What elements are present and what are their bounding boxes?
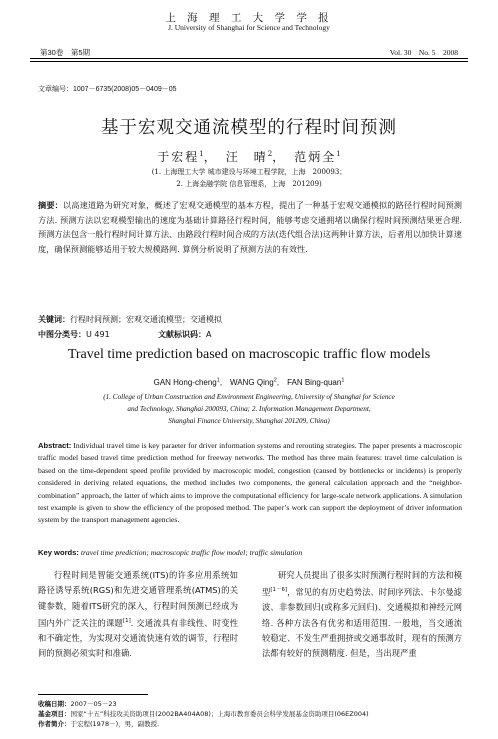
abstract-en-text: Individual travel time is key paraeter for driver information systems and rerouting strategies. The paper presents a macroscopic traffic model based travel time prediction method for freeway networks. The method has three main features: travel time calculation is based on the time-dependent speed profile provided by macroscopic model, congestion (caused by bottlenecks or incidents) is properly considered in deriving related equations, the method includes two components, the general calculation approach and the “neighbor-combination” approach, the latter of which aims to improve the computational efficiency for large-scale network applications. A simulation test example is given to show the efficiency of the proposed method. The paper’s work can support the deployment of driver information system by the transport management agencies.	[38, 441, 462, 525]
author-2-en-aff: 2	[273, 377, 277, 384]
citation-ref: [1]	[122, 617, 131, 624]
received-date: 2007－05－23	[70, 700, 117, 708]
volume-issue-cn: 第30卷 第5期	[40, 48, 91, 57]
footnote-author-bio	[38, 719, 159, 728]
affiliation-cn-line-1: (1. 上海理工大学 城市建设与环境工程学院，上海 200093；	[151, 168, 347, 176]
author-separator: ,	[276, 378, 288, 387]
abstract-en-label: Abstract:	[38, 441, 72, 450]
author-1-en-aff: 1	[216, 377, 220, 384]
affiliation-en-line-2: and Technology, Shanghai 200093, China; 2. Information Management Department,	[127, 405, 371, 413]
paper-title-cn: 基于宏观交通流模型的行程时间预测	[101, 118, 397, 138]
authors-en	[0, 377, 498, 388]
footnote-received	[38, 699, 117, 708]
classification-line	[38, 329, 462, 340]
keywords-en	[38, 548, 302, 557]
keywords-cn	[38, 314, 222, 325]
body-right-text: 研究人员提出了很多实时预测行程时间的方法和模型	[262, 570, 462, 598]
clc-value: U 491	[86, 330, 110, 339]
clc-code	[38, 330, 110, 339]
author-3: 范炳全	[294, 150, 337, 164]
author-2-en: WANG Qing	[230, 378, 274, 387]
author-2: 汪 晴	[225, 150, 268, 164]
fund-text: 国家“十五”科技攻关资助项目(2002BA404A08)；上海市教育委员会科学发展基金资助项目(06EZ004)	[70, 710, 369, 718]
doc-label: 文献标识码：	[158, 330, 206, 339]
affiliation-en-line-3: Shanghai Finance University, Shanghai 201209, China)	[168, 417, 330, 425]
clc-label: 中图分类号：	[38, 330, 86, 339]
author-3-en: FAN Bing-quan	[287, 378, 342, 387]
author-1-en: GAN Hong-cheng	[153, 378, 217, 387]
body-left-tail: . 交通流具有非线性、时变性和不确定性，为实现对交通流快速有效的调节，行程时间的预测必须实时和准确.	[38, 617, 238, 659]
authors-cn	[0, 148, 498, 165]
footnote-fund	[38, 709, 369, 718]
author-2-aff: 2	[267, 150, 273, 158]
journal-title-cn: 上 海 理 工 大 学 学 报	[165, 12, 333, 24]
body-column-left	[38, 568, 238, 662]
keywords-en-label: Key words:	[38, 548, 79, 557]
author-1: 于宏程	[157, 150, 200, 164]
abstract-cn-text: 以高速道路为研究对象，概述了宏观交通模型的基本方程，提出了一种基于宏观交通模拟的路径行程时间预测方法. 预测方法以宏观模型输出的速度为基础计算路径行程时间，能够考虑交通拥堵以确保行程时间预测结果更合理. 预测方法包含一般行程时间计算方法、由路段行程时间合成的方法(迭代组合法)这两种计算方法，后者用以加快计算速度，确保预测能够适用于较大规模路网. 算例分析说明了预测方法的有效性.	[38, 200, 462, 255]
keywords-cn-text: 行程时间预测；宏观交通流模型；交通模拟	[70, 315, 222, 324]
abstract-cn-label: 摘要：	[38, 200, 63, 210]
affiliation-en-line-1: (1. College of Urban Construction and Environment Engineering, University of Shanghai for Science	[103, 393, 395, 401]
author-bio-label: 作者简介：	[38, 720, 71, 728]
body-right-tail: ，常见的有历史趋势法、时间序列法、卡尔曼滤波、非参数回归(或称多元回归)、交通模拟和神经元网络. 各种方法各有优劣和适用范围. 一般地，当交通流较稳定、不发生严重拥挤或交通事故时，现有的预测方法都有较好的预测精度. 但是，当出现严重	[262, 587, 462, 659]
keywords-cn-label: 关键词：	[38, 315, 70, 324]
journal-title-en: J. University of Shanghai for Science and Technology	[168, 23, 330, 32]
abstract-en	[38, 440, 462, 527]
header-rule-thin	[30, 61, 468, 62]
header-rule-thick	[30, 58, 468, 59]
fund-label: 基金项目：	[38, 710, 71, 718]
affiliation-cn-line-2: 2. 上海金融学院 信息管理系，上海 201209)	[176, 180, 322, 188]
author-1-aff: 1	[199, 150, 204, 158]
article-number: 文章编号：1007－6735(2008)05－0409－05	[38, 86, 177, 93]
author-separator: ，	[272, 150, 295, 164]
keywords-en-text: travel time prediction; macroscopic traffic flow model; traffic simulation	[78, 548, 303, 557]
author-3-en-aff: 1	[341, 377, 345, 384]
doc-code	[158, 329, 211, 340]
author-bio-text: 于宏程(1978－)，男，副教授.	[70, 720, 160, 728]
footnote-rule	[38, 694, 148, 695]
doc-value: A	[206, 330, 212, 339]
body-column-right	[262, 568, 462, 662]
volume-issue-en: Vol. 30 No. 5 2008	[389, 48, 458, 57]
citation-ref: [1－6]	[270, 587, 288, 594]
abstract-cn	[38, 198, 462, 257]
received-label: 收稿日期：	[38, 700, 71, 708]
paper-title-en: Travel time prediction based on macroscopic traffic flow models	[67, 347, 431, 362]
author-separator: ，	[203, 150, 226, 164]
author-3-aff: 1	[336, 150, 341, 158]
body-left-text: 行程时间是智能交通系统(ITS)的许多应用系统如路径诱导系统(RGS)和先进交通管理系统(ATMS)的关键参数，随着ITS研究的深入，行程时间预测已经成为国内外广泛关注的课题	[38, 570, 238, 628]
author-separator: ,	[219, 378, 231, 387]
